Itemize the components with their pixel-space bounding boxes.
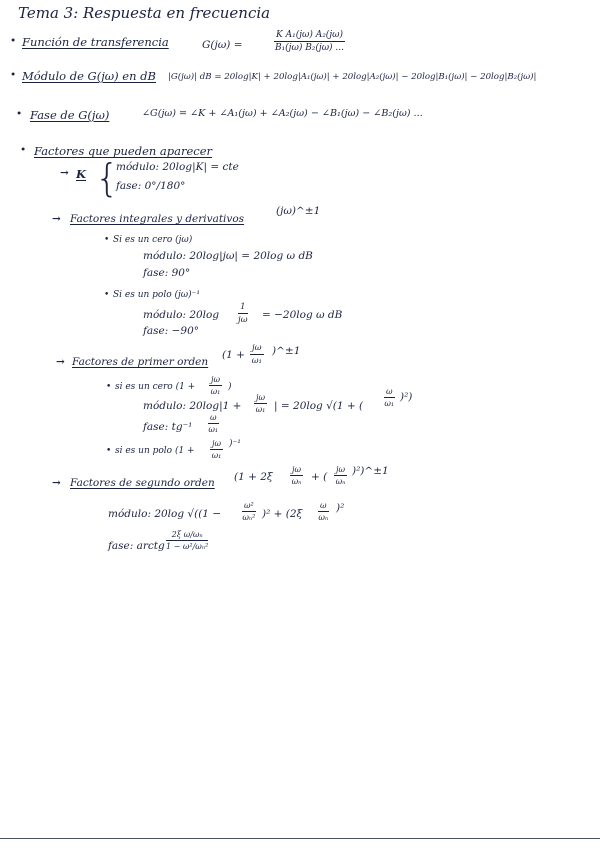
- bottom-divider: [0, 838, 600, 839]
- fraction-numerator: ω: [210, 413, 217, 422]
- primer-orden-expr-pre: (1 +: [222, 349, 245, 361]
- fraction-denominator: ω₁: [384, 399, 395, 408]
- integrales-heading: Factores integrales y derivativos: [70, 213, 245, 225]
- primer-orden-expr-fraction: [250, 343, 264, 366]
- fraction-numerator: 1: [238, 302, 248, 314]
- transfer-numerator: K A₁(jω) A₂(jω): [276, 30, 343, 40]
- transfer-heading: Función de transferencia: [22, 35, 169, 49]
- fraction-denominator: ωₙ²: [242, 513, 256, 522]
- primer-orden-cero-label-pre: si es un cero (1 +: [115, 382, 196, 392]
- page-title: Tema 3: Respuesta en frecuencia: [18, 4, 271, 22]
- transfer-fraction: [274, 30, 345, 53]
- bullet-icon: •: [10, 35, 17, 47]
- fraction-denominator: ωₙ: [318, 513, 329, 522]
- modulo-heading: Módulo de G(jω) en dB: [22, 69, 156, 83]
- segundo-orden-expr-pre: (1 + 2ξ: [234, 471, 273, 483]
- bullet-icon: •: [106, 446, 112, 456]
- primer-orden-cero-fase-fraction: [208, 413, 219, 434]
- factores-heading: Factores que pueden aparecer: [34, 144, 213, 158]
- integrales-cero-label: Si es un cero (jω): [113, 235, 193, 245]
- integrales-expression: (jω)^±1: [276, 205, 321, 217]
- fraction-numerator: ω²: [244, 501, 254, 510]
- fraction-denominator: jω: [238, 315, 248, 325]
- primer-orden-cero-modulo-fraction: [254, 393, 267, 414]
- primer-orden-polo-label-post: )⁻¹: [229, 439, 241, 449]
- primer-orden-cero-fase-pre: fase: tg⁻¹: [143, 421, 193, 433]
- arrow-icon: →: [52, 213, 61, 225]
- fraction-numerator: jω: [256, 393, 266, 402]
- bullet-icon: •: [106, 382, 112, 392]
- primer-orden-cero-modulo-mid: | = 20log √(1 + (: [274, 400, 364, 412]
- fraction-denominator: 1 − ω²/ωₙ²: [166, 542, 209, 551]
- integrales-polo-label: Si es un polo (jω)⁻¹: [113, 290, 201, 300]
- fraction-denominator: ω₁: [208, 425, 219, 434]
- modulo-expression: |G(jω)| dB = 20log|K| + 20log|A₁(jω)| + 20log|A₂(jω)| − 20log|B₁(jω)| − 20log|B₂(jω)|: [168, 72, 537, 82]
- integrales-cero-modulo: módulo: 20log|jω| = 20log ω dB: [143, 250, 313, 262]
- segundo-orden-fase-pre: fase: arctg: [108, 540, 165, 552]
- fraction-denominator: ωₙ: [291, 477, 302, 486]
- fase-expression: ∠G(jω) = ∠K + ∠A₁(jω) + ∠A₂(jω) − ∠B₁(jω) − ∠B₂(jω) ...: [142, 108, 423, 119]
- fraction-denominator: ω₁: [251, 356, 262, 366]
- segundo-orden-modulo-pre: módulo: 20log √((1 −: [108, 508, 222, 520]
- segundo-orden-modulo-post: )²: [336, 502, 345, 514]
- integrales-polo-modulo-pre: módulo: 20log: [143, 309, 220, 321]
- brace-icon: {: [95, 156, 120, 200]
- primer-orden-cero-label-post: ): [228, 382, 232, 392]
- k-label: K: [76, 167, 86, 181]
- fraction-numerator: 2ξ ω/ωₙ: [166, 530, 208, 541]
- segundo-orden-heading: Factores de segundo orden: [70, 477, 215, 489]
- bullet-icon: •: [104, 235, 110, 245]
- bullet-icon: •: [16, 108, 23, 120]
- fraction-numerator: jω: [292, 465, 302, 474]
- fraction-numerator: jω: [211, 375, 221, 384]
- fase-heading: Fase de G(jω): [30, 108, 110, 122]
- transfer-denominator: B₁(jω) B₂(jω) ...: [274, 43, 345, 53]
- fraction-denominator: ω₁: [210, 387, 221, 396]
- fraction-denominator: ω₁: [211, 451, 222, 460]
- arrow-icon: →: [56, 356, 65, 368]
- primer-orden-cero-modulo-post: )²): [400, 391, 413, 403]
- integrales-polo-fase: fase: −90°: [143, 325, 200, 337]
- primer-orden-polo-label-fraction: [210, 439, 223, 460]
- primer-orden-polo-label-pre: si es un polo (1 +: [115, 446, 195, 456]
- integrales-polo-modulo-post: = −20log ω dB: [262, 309, 343, 321]
- k-fase: fase: 0°/180°: [116, 180, 186, 192]
- segundo-orden-expr-fraction: [290, 465, 303, 486]
- segundo-orden-expr-fraction2: [334, 465, 347, 486]
- primer-orden-heading: Factores de primer orden: [72, 356, 209, 368]
- arrow-icon: →: [60, 167, 69, 179]
- segundo-orden-modulo-mid: )² + (2ξ: [262, 508, 303, 520]
- bullet-icon: •: [10, 69, 17, 81]
- fraction-numerator: jω: [336, 465, 346, 474]
- bullet-icon: •: [20, 144, 27, 156]
- primer-orden-cero-label-fraction: [209, 375, 222, 396]
- k-modulo: módulo: 20log|K| = cte: [116, 161, 239, 173]
- fraction-denominator: ω₁: [255, 405, 266, 414]
- bullet-icon: •: [104, 290, 110, 300]
- fraction-numerator: ω: [320, 501, 327, 510]
- fraction-numerator: jω: [252, 343, 262, 353]
- segundo-orden-modulo-fraction2: [318, 501, 329, 522]
- segundo-orden-fase-fraction: [166, 530, 208, 551]
- segundo-orden-modulo-fraction: [242, 501, 256, 522]
- segundo-orden-expr-post: )²)^±1: [352, 465, 389, 477]
- transfer-lhs: G(jω) =: [202, 39, 243, 51]
- fraction-numerator: jω: [212, 439, 222, 448]
- primer-orden-expr-post: )^±1: [272, 345, 301, 357]
- primer-orden-cero-modulo-pre: módulo: 20log|1 +: [143, 400, 242, 412]
- fraction-numerator: ω: [386, 387, 393, 396]
- integrales-polo-fraction: [238, 302, 248, 325]
- primer-orden-cero-modulo-fraction2: [384, 387, 395, 408]
- integrales-cero-fase: fase: 90°: [143, 267, 191, 279]
- fraction-denominator: ωₙ: [335, 477, 346, 486]
- arrow-icon: →: [52, 477, 61, 489]
- segundo-orden-expr-mid: + (: [311, 471, 328, 483]
